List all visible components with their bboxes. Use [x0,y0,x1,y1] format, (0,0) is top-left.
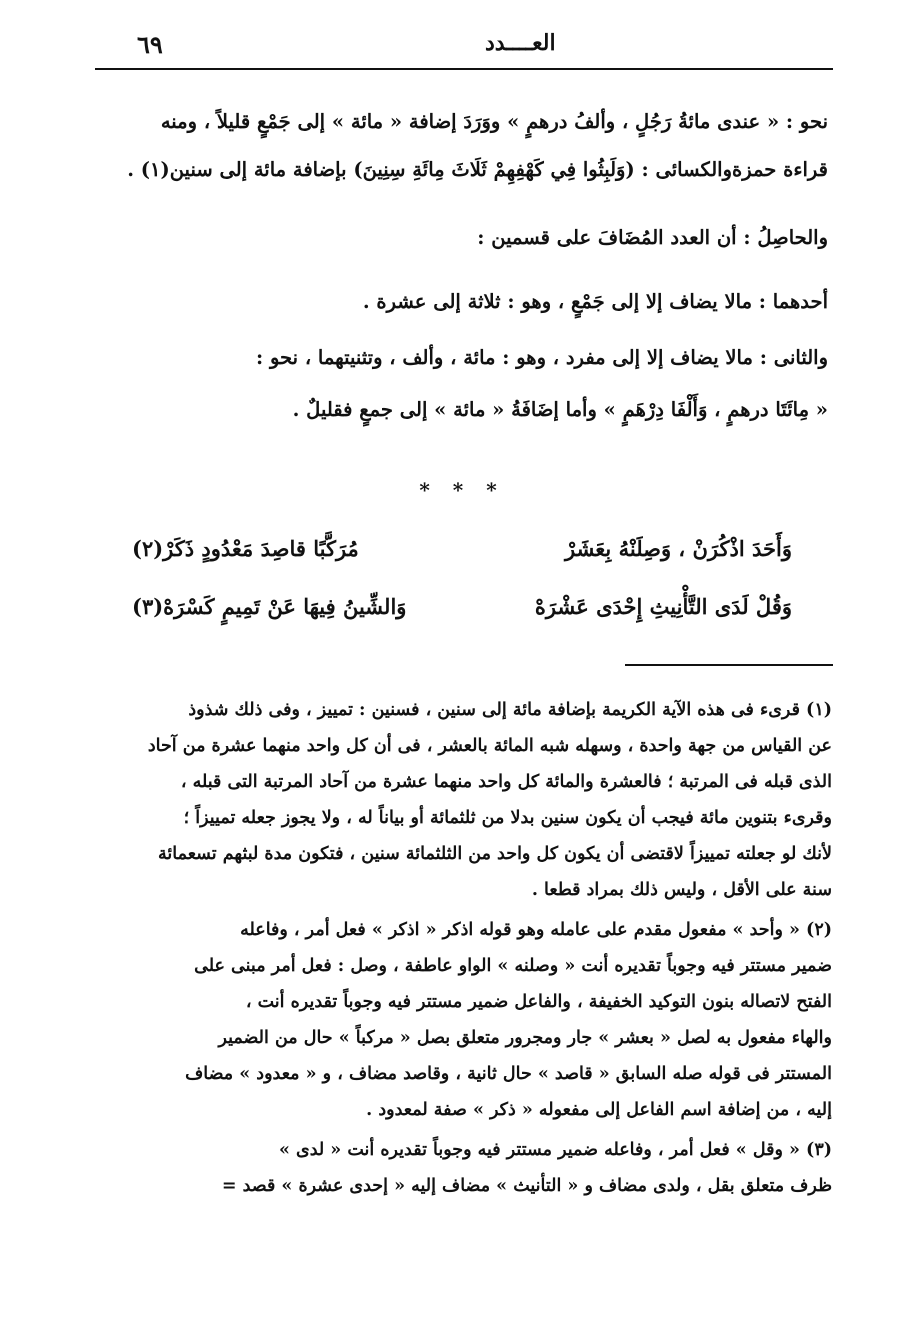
footnote-line: الذى قبله فى المرتبة ؛ فالعشرة والمائة كل واحد منهما عشرة من آحاد المرتبة التى قبله ، [180,772,832,792]
text-line: نحو : « عندى مائةُ رَجُلٍ ، وألفُ درهمٍ » ووَرَدَ إضافة « مائة » إلى جَمْعٍ قليلاً ، ومنه [160,110,828,133]
footnote-line: المستتر فى قوله صله السابق « قاصد » حال ثانية ، وقاصد مضاف ، و « معدود » مضاف [185,1064,832,1084]
main-text [106,104,828,434]
footnote-line: ضمير مستتر فيه وجوباً تقديره أنت « وصلنه » الواو عاطفة ، وصل : فعل أمر مبنى على [194,956,832,976]
verse-2-second-hemistich: وَالشِّينُ فِيهَا عَنْ تَمِيمٍ كَسْرَهْ(٣) [132,594,407,619]
text-line: والثانى : مالا يضاف إلا إلى مفرد ، وهو : مائة ، وألف ، وتثنيتهما ، نحو : [255,346,828,369]
footnote-line: إليه ، من إضافة اسم الفاعل إلى مفعوله « ذكر » صفة لمعدود . [366,1100,832,1120]
running-title: العــــدد [485,30,556,56]
verse-1-second-hemistich: مُرَكَّبًا قاصِدَ مَعْدُودٍ ذَكَرْ(٢) [132,536,359,561]
footnote-line: والهاء مفعول به لصل « بعشر » جار ومجرور متعلق بصل « مركباً » حال من الضمير [218,1028,832,1048]
footnote-line: وقرىء بتنوين مائة فيجب أن يكون سنين بدلا من ثلثمائة أو بياناً له ، ولا يجوز جعله تمييزاً ؛ [183,808,832,828]
footnote-line: لأنك لو جعلته تمييزاً لاقتضى أن يكون كل واحد من الثلثمائة سنين ، فتكون مدة لبثهم تسعمائة [158,844,832,864]
text-line: « مِائَتَا درهمٍ ، وَأَلْفَا دِرْهَمٍ » وأما إضَافَةُ « مائة » إلى جمعٍ فقليلٌ . [292,398,828,421]
footnotes [104,694,832,1294]
text-line: قراءة حمزةوالكسائى : (وَلَبِثُوا فِي كَهْفِهِمْ ثَلَاثَ مِائَةِ سِنِينَ) بإضافة مائة إلى سنين(١) . [127,158,828,181]
verse-1-first-hemistich: وَأَحَدَ اذْكُرَنْ ، وَصِلَنْهُ بِعَشَرْ [564,536,792,561]
footnote-rule [625,664,833,666]
footnote-line: عن القياس من جهة واحدة ، وسهله شبه المائة بالعشر ، فى أن كل واحد منهما عشرة من آحاد [147,736,832,756]
header-rule [95,68,833,70]
footnote-line: (١) قرىء فى هذه الآية الكريمة بإضافة مائة إلى سنين ، فسنين : تمييز ، وفى ذلك شذوذ [188,700,832,720]
section-separator: * * * [419,478,505,502]
text-line: والحاصِلُ : أن العدد المُضَافَ على قسمين : [477,226,828,249]
footnote-line: (٢) « وأحد » مفعول مقدم على عامله وهو قوله اذكر « اذكر » فعل أمر ، وفاعله [240,920,832,940]
footnote-line: (٣) « وقل » فعل أمر ، وفاعله ضمير مستتر فيه وجوباً تقديره أنت « لدى » [278,1140,832,1160]
verse-2-first-hemistich: وَقُلْ لَدَى التَّأْنِيثِ إِحْدَى عَشْرَهْ [534,594,792,619]
page-header [95,28,833,68]
footnote-line: سنة على الأقل ، وليس ذلك بمراد قطعا . [531,880,832,900]
page-number: ٦٩ [137,30,163,59]
text-line: أحدهما : مالا يضاف إلا إلى جَمْعٍ ، وهو : ثلاثة إلى عشرة . [362,290,828,313]
footnote-line: ظرف متعلق بقل ، ولدى مضاف و « التأنيث » مضاف إليه « إحدى عشرة » قصد = [221,1176,832,1196]
footnote-line: الفتح لاتصاله بنون التوكيد الخفيفة ، والفاعل ضمير مستتر فيه وجوباً تقديره أنت ، [245,992,832,1012]
